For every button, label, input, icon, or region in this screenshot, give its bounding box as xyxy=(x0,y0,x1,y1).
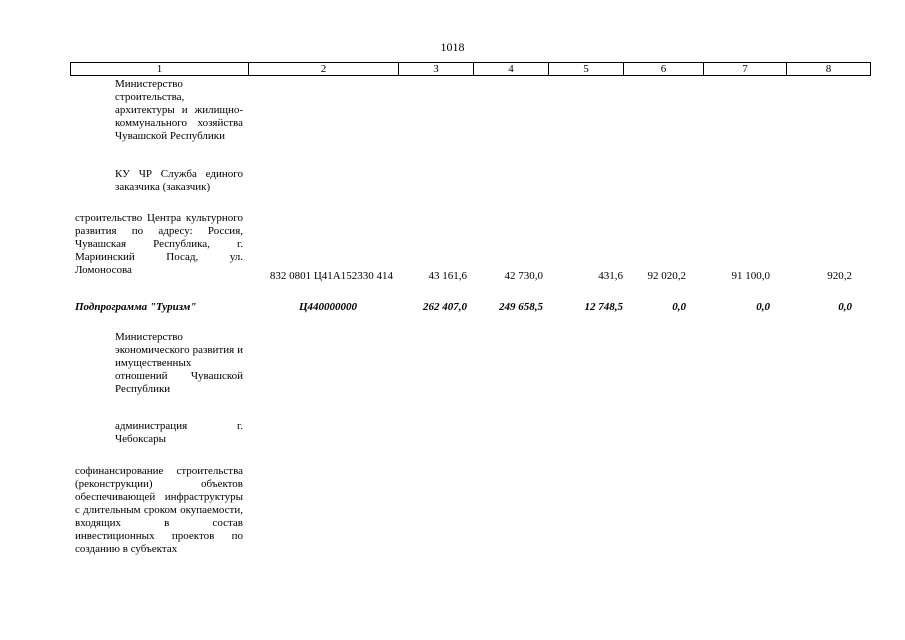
customer-label: КУ ЧР Служба единого заказчика (заказчик) xyxy=(115,168,243,193)
column-header: 5 xyxy=(549,63,624,76)
value-col3: 43 161,6 xyxy=(428,270,467,282)
subprogram-title: Подпрограмма "Туризм" xyxy=(75,301,197,313)
ministry-economy-label: Министерство экономического развития и имущественных отношений Чувашской Республики xyxy=(115,331,243,395)
subprogram-col4: 249 658,5 xyxy=(499,301,543,313)
column-header: 1 xyxy=(71,63,249,76)
value-col6: 92 020,2 xyxy=(647,270,686,282)
budget-code: 832 0801 Ц41А152330 414 xyxy=(269,270,393,282)
column-header: 2 xyxy=(249,63,399,76)
administration-label: администрация г. Чебоксары xyxy=(115,420,243,445)
column-header: 7 xyxy=(704,63,787,76)
subprogram-col8: 0,0 xyxy=(838,301,852,313)
column-header-row xyxy=(71,63,871,76)
subprogram-col5: 12 748,5 xyxy=(584,301,623,313)
column-header-table xyxy=(70,62,871,76)
object-description: строительство Центра культурного развития по адресу: Россия, Чувашская Республика, г. Мариинский Посад, ул. Ломоносова xyxy=(75,212,243,276)
page-number: 1018 xyxy=(440,40,465,54)
column-header: 3 xyxy=(399,63,474,76)
column-header: 6 xyxy=(624,63,704,76)
subprogram-col3: 262 407,0 xyxy=(423,301,467,313)
value-col8: 920,2 xyxy=(827,270,852,282)
column-header: 4 xyxy=(474,63,549,76)
subprogram-col7: 0,0 xyxy=(756,301,770,313)
value-col4: 42 730,0 xyxy=(504,270,543,282)
ministry-construction-label: Министерство строительства, архитектуры и жилищно-коммунального хозяйства Чувашской Республики xyxy=(115,78,243,142)
value-col7: 91 100,0 xyxy=(731,270,770,282)
column-header: 8 xyxy=(787,63,871,76)
subprogram-col6: 0,0 xyxy=(672,301,686,313)
cofinancing-description: софинансирование строительства (реконструкции) объектов обеспечивающей инфраструктуры с длительным сроком окупаемости, входящих в состав инвестиционных проектов по созданию в субъектах xyxy=(75,465,243,555)
subprogram-code: Ц440000000 xyxy=(298,301,357,313)
value-col5: 431,6 xyxy=(598,270,623,282)
